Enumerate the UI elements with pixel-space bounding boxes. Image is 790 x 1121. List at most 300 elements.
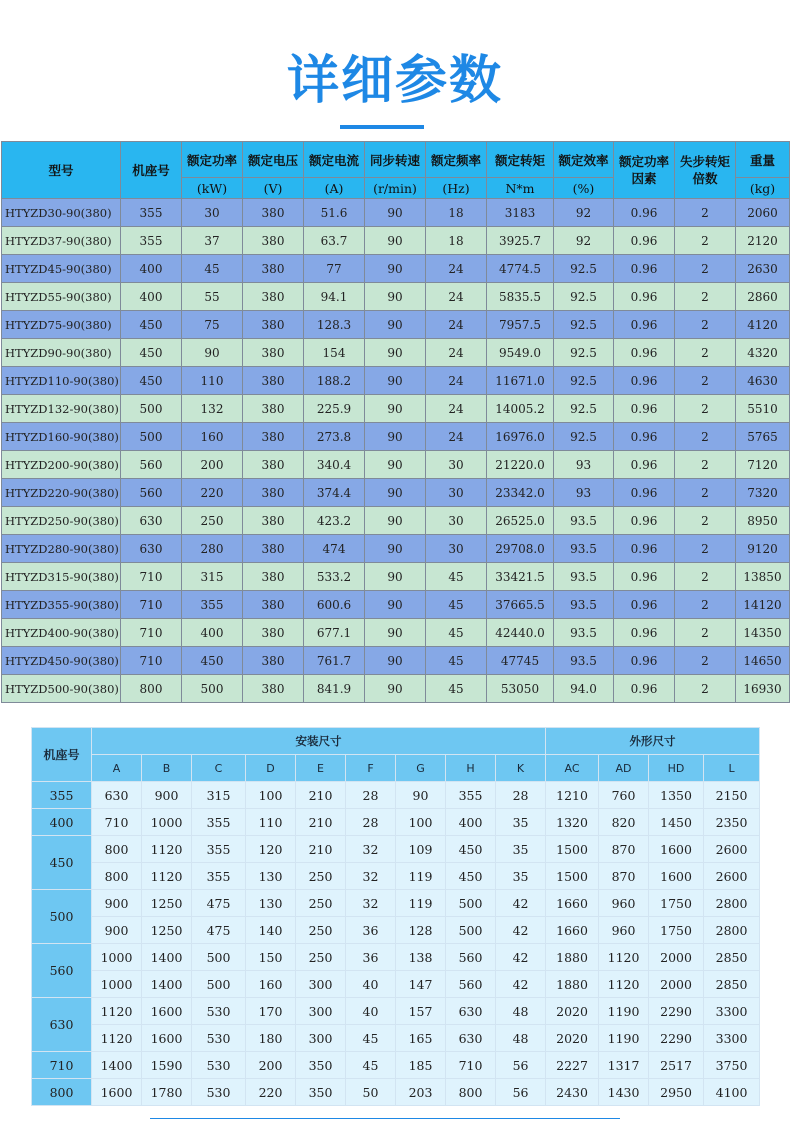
- table-cell: 4774.5: [487, 255, 554, 283]
- table-cell: 92.5: [554, 395, 614, 423]
- table-cell: 5765: [736, 423, 790, 451]
- table-cell: 1660: [546, 890, 599, 917]
- table-cell: 380: [243, 367, 304, 395]
- model-cell: HTYZD450-90(380): [2, 647, 121, 675]
- dim-col-header: HD: [649, 755, 704, 782]
- table-cell: 533.2: [304, 563, 365, 591]
- table-cell: 315: [182, 563, 243, 591]
- table-cell: 8950: [736, 507, 790, 535]
- table-cell: 90: [365, 423, 426, 451]
- table-cell: 500: [192, 971, 246, 998]
- table-cell: 0.96: [614, 423, 675, 451]
- table-cell: 677.1: [304, 619, 365, 647]
- bottom-divider: [150, 1118, 620, 1119]
- table-cell: 185: [396, 1052, 446, 1079]
- table-cell: 5510: [736, 395, 790, 423]
- table-cell: 7120: [736, 451, 790, 479]
- table-cell: 400: [446, 809, 496, 836]
- table-cell: 90: [365, 367, 426, 395]
- table-cell: 820: [599, 809, 649, 836]
- model-cell: HTYZD280-90(380): [2, 535, 121, 563]
- table-cell: 350: [296, 1052, 346, 1079]
- table-cell: 93.5: [554, 591, 614, 619]
- table-cell: 55: [182, 283, 243, 311]
- table-cell: 0.96: [614, 311, 675, 339]
- dim-col-header: K: [496, 755, 546, 782]
- table-cell: 94.0: [554, 675, 614, 703]
- model-cell: HTYZD355-90(380): [2, 591, 121, 619]
- table-cell: 2850: [704, 971, 760, 998]
- table-cell: 45: [426, 647, 487, 675]
- header-power: 额定功率: [182, 142, 243, 178]
- table-cell: 3183: [487, 199, 554, 227]
- table-cell: 630: [121, 535, 182, 563]
- table-cell: 92.5: [554, 367, 614, 395]
- table-cell: 2: [675, 451, 736, 479]
- dimension-table: [31, 727, 760, 1106]
- table-cell: 0.96: [614, 199, 675, 227]
- table-row: [32, 836, 760, 863]
- table-cell: 160: [182, 423, 243, 451]
- table-cell: 761.7: [304, 647, 365, 675]
- table-cell: 1120: [142, 836, 192, 863]
- table-cell: 2350: [704, 809, 760, 836]
- table-cell: 130: [246, 863, 296, 890]
- table-cell: 42440.0: [487, 619, 554, 647]
- table-cell: 50: [346, 1079, 396, 1106]
- seat-cell: 450: [32, 836, 92, 890]
- table-row: [2, 283, 790, 311]
- table-cell: 9549.0: [487, 339, 554, 367]
- table-cell: 16930: [736, 675, 790, 703]
- table-cell: 165: [396, 1025, 446, 1052]
- dim-col-header: AC: [546, 755, 599, 782]
- dim-header-outline: 外形尺寸: [546, 728, 760, 755]
- header-weight: 重量: [736, 142, 790, 178]
- table-cell: 2000: [649, 944, 704, 971]
- table-cell: 90: [365, 619, 426, 647]
- table-cell: 1500: [546, 863, 599, 890]
- table-cell: 1120: [599, 971, 649, 998]
- table-cell: 960: [599, 917, 649, 944]
- model-cell: HTYZD30-90(380): [2, 199, 121, 227]
- header-efficiency: 额定效率: [554, 142, 614, 178]
- table-cell: 374.4: [304, 479, 365, 507]
- table-cell: 90: [365, 563, 426, 591]
- table-cell: 2: [675, 563, 736, 591]
- table-cell: 63.7: [304, 227, 365, 255]
- table-cell: 560: [446, 971, 496, 998]
- table-cell: 0.96: [614, 227, 675, 255]
- table-cell: 120: [246, 836, 296, 863]
- table-cell: 2: [675, 339, 736, 367]
- table-cell: 30: [426, 507, 487, 535]
- table-cell: 1880: [546, 971, 599, 998]
- table-cell: 0.96: [614, 339, 675, 367]
- table-cell: 90: [365, 591, 426, 619]
- table-cell: 350: [296, 1079, 346, 1106]
- table-cell: 500: [121, 395, 182, 423]
- table-cell: 530: [192, 1052, 246, 1079]
- table-cell: 630: [121, 507, 182, 535]
- table-cell: 1780: [142, 1079, 192, 1106]
- table-cell: 423.2: [304, 507, 365, 535]
- table-row: [32, 944, 760, 971]
- unit-voltage: (V): [243, 178, 304, 199]
- table-cell: 24: [426, 283, 487, 311]
- table-cell: 47745: [487, 647, 554, 675]
- header-current: 额定电流: [304, 142, 365, 178]
- table-cell: 18: [426, 227, 487, 255]
- table-cell: 900: [92, 917, 142, 944]
- table-cell: 800: [92, 836, 142, 863]
- table-cell: 870: [599, 863, 649, 890]
- table-cell: 2: [675, 395, 736, 423]
- dim-header-seat: 机座号: [32, 728, 92, 782]
- table-cell: 35: [496, 836, 546, 863]
- table-cell: 1120: [92, 1025, 142, 1052]
- table-cell: 3300: [704, 998, 760, 1025]
- table-cell: 138: [396, 944, 446, 971]
- table-cell: 13850: [736, 563, 790, 591]
- table-cell: 1400: [92, 1052, 142, 1079]
- table-cell: 200: [182, 451, 243, 479]
- seat-cell: 560: [32, 944, 92, 998]
- table-cell: 380: [243, 619, 304, 647]
- table-row: [32, 998, 760, 1025]
- table-cell: 48: [496, 998, 546, 1025]
- table-cell: 28: [496, 782, 546, 809]
- table-cell: 92: [554, 199, 614, 227]
- table-cell: 1250: [142, 890, 192, 917]
- table-cell: 3925.7: [487, 227, 554, 255]
- table-cell: 355: [192, 809, 246, 836]
- table-cell: 630: [446, 998, 496, 1025]
- table-cell: 32: [346, 863, 396, 890]
- dim-col-header: AD: [599, 755, 649, 782]
- table-row: [2, 675, 790, 703]
- table-cell: 0.96: [614, 395, 675, 423]
- table-cell: 14005.2: [487, 395, 554, 423]
- table-cell: 53050: [487, 675, 554, 703]
- table-row: [32, 1052, 760, 1079]
- seat-cell: 400: [32, 809, 92, 836]
- table-cell: 93.5: [554, 535, 614, 563]
- table-cell: 250: [296, 944, 346, 971]
- table-cell: 450: [121, 367, 182, 395]
- model-cell: HTYZD400-90(380): [2, 619, 121, 647]
- table-cell: 33421.5: [487, 563, 554, 591]
- table-cell: 0.96: [614, 479, 675, 507]
- table-cell: 380: [243, 507, 304, 535]
- table-cell: 500: [182, 675, 243, 703]
- table-cell: 1590: [142, 1052, 192, 1079]
- table-cell: 90: [365, 451, 426, 479]
- table-cell: 30: [182, 199, 243, 227]
- table-cell: 0.96: [614, 535, 675, 563]
- table-row: [2, 311, 790, 339]
- table-cell: 380: [243, 647, 304, 675]
- table-row: [32, 782, 760, 809]
- table-cell: 128: [396, 917, 446, 944]
- table-cell: 56: [496, 1079, 546, 1106]
- header-pullout-torque: 失步转矩倍数: [675, 142, 736, 199]
- table-cell: 109: [396, 836, 446, 863]
- table-cell: 35: [496, 863, 546, 890]
- table-cell: 157: [396, 998, 446, 1025]
- table-row: [32, 971, 760, 998]
- table-cell: 2: [675, 619, 736, 647]
- table-cell: 92.5: [554, 255, 614, 283]
- spec-table-body: [2, 199, 790, 703]
- table-cell: 147: [396, 971, 446, 998]
- table-cell: 14650: [736, 647, 790, 675]
- table-cell: 24: [426, 255, 487, 283]
- model-cell: HTYZD37-90(380): [2, 227, 121, 255]
- table-cell: 90: [365, 339, 426, 367]
- table-cell: 340.4: [304, 451, 365, 479]
- table-cell: 90: [365, 507, 426, 535]
- table-cell: 2800: [704, 917, 760, 944]
- table-cell: 1750: [649, 917, 704, 944]
- table-cell: 150: [246, 944, 296, 971]
- table-cell: 710: [121, 563, 182, 591]
- table-cell: 2430: [546, 1079, 599, 1106]
- unit-torque: N*m: [487, 178, 554, 199]
- table-cell: 710: [446, 1052, 496, 1079]
- table-cell: 0.96: [614, 507, 675, 535]
- table-cell: 2: [675, 647, 736, 675]
- dim-col-header: B: [142, 755, 192, 782]
- table-cell: 24: [426, 311, 487, 339]
- table-cell: 355: [121, 199, 182, 227]
- table-cell: 800: [446, 1079, 496, 1106]
- table-cell: 300: [296, 1025, 346, 1052]
- table-cell: 1750: [649, 890, 704, 917]
- dim-col-header: D: [246, 755, 296, 782]
- table-cell: 355: [192, 836, 246, 863]
- table-cell: 45: [426, 563, 487, 591]
- table-cell: 1430: [599, 1079, 649, 1106]
- table-cell: 2: [675, 479, 736, 507]
- table-cell: 40: [346, 971, 396, 998]
- table-cell: 2850: [704, 944, 760, 971]
- table-cell: 1600: [142, 998, 192, 1025]
- unit-power: (kW): [182, 178, 243, 199]
- table-cell: 2: [675, 507, 736, 535]
- unit-speed: (r/min): [365, 178, 426, 199]
- table-cell: 93.5: [554, 507, 614, 535]
- table-cell: 2630: [736, 255, 790, 283]
- table-cell: 170: [246, 998, 296, 1025]
- table-cell: 530: [192, 1079, 246, 1106]
- table-cell: 1880: [546, 944, 599, 971]
- table-cell: 42: [496, 971, 546, 998]
- model-cell: HTYZD55-90(380): [2, 283, 121, 311]
- table-cell: 90: [365, 255, 426, 283]
- table-cell: 300: [296, 971, 346, 998]
- table-cell: 18: [426, 199, 487, 227]
- table-cell: 93.5: [554, 619, 614, 647]
- header-speed: 同步转速: [365, 142, 426, 178]
- table-cell: 36: [346, 917, 396, 944]
- table-cell: 355: [121, 227, 182, 255]
- table-cell: 0.96: [614, 647, 675, 675]
- table-cell: 92.5: [554, 311, 614, 339]
- table-row: [32, 809, 760, 836]
- dim-header-install: 安装尺寸: [92, 728, 546, 755]
- table-cell: 1600: [142, 1025, 192, 1052]
- table-cell: 45: [346, 1025, 396, 1052]
- unit-frequency: (Hz): [426, 178, 487, 199]
- table-cell: 16976.0: [487, 423, 554, 451]
- table-cell: 90: [365, 395, 426, 423]
- table-cell: 280: [182, 535, 243, 563]
- table-cell: 140: [246, 917, 296, 944]
- table-cell: 380: [243, 591, 304, 619]
- table-cell: 355: [192, 863, 246, 890]
- table-row: [2, 563, 790, 591]
- table-cell: 250: [296, 890, 346, 917]
- table-cell: 45: [426, 675, 487, 703]
- dim-col-header: A: [92, 755, 142, 782]
- table-cell: 23342.0: [487, 479, 554, 507]
- table-cell: 30: [426, 479, 487, 507]
- table-cell: 0.96: [614, 283, 675, 311]
- table-cell: 475: [192, 917, 246, 944]
- model-cell: HTYZD500-90(380): [2, 675, 121, 703]
- table-cell: 1210: [546, 782, 599, 809]
- dim-col-header: H: [446, 755, 496, 782]
- table-cell: 35: [496, 809, 546, 836]
- table-cell: 900: [142, 782, 192, 809]
- table-row: [2, 423, 790, 451]
- table-cell: 710: [121, 619, 182, 647]
- table-cell: 90: [365, 479, 426, 507]
- table-row: [2, 227, 790, 255]
- table-cell: 800: [121, 675, 182, 703]
- table-cell: 900: [92, 890, 142, 917]
- table-cell: 36: [346, 944, 396, 971]
- header-model: 型号: [2, 142, 121, 199]
- table-cell: 32: [346, 836, 396, 863]
- table-cell: 450: [121, 339, 182, 367]
- table-cell: 110: [182, 367, 243, 395]
- table-cell: 3300: [704, 1025, 760, 1052]
- table-cell: 474: [304, 535, 365, 563]
- table-cell: 1600: [649, 863, 704, 890]
- unit-weight: (kg): [736, 178, 790, 199]
- table-cell: 630: [446, 1025, 496, 1052]
- table-cell: 710: [121, 591, 182, 619]
- table-cell: 710: [121, 647, 182, 675]
- model-cell: HTYZD45-90(380): [2, 255, 121, 283]
- table-cell: 42: [496, 890, 546, 917]
- table-cell: 400: [121, 283, 182, 311]
- table-cell: 48: [496, 1025, 546, 1052]
- seat-cell: 630: [32, 998, 92, 1052]
- table-cell: 2950: [649, 1079, 704, 1106]
- table-cell: 530: [192, 1025, 246, 1052]
- table-cell: 1000: [142, 809, 192, 836]
- model-cell: HTYZD200-90(380): [2, 451, 121, 479]
- table-cell: 110: [246, 809, 296, 836]
- table-cell: 380: [243, 675, 304, 703]
- table-cell: 45: [426, 591, 487, 619]
- table-cell: 500: [121, 423, 182, 451]
- header-power-factor: 额定功率因素: [614, 142, 675, 199]
- table-cell: 560: [121, 479, 182, 507]
- table-cell: 560: [121, 451, 182, 479]
- model-cell: HTYZD250-90(380): [2, 507, 121, 535]
- table-cell: 960: [599, 890, 649, 917]
- table-cell: 42: [496, 944, 546, 971]
- table-cell: 92.5: [554, 423, 614, 451]
- table-cell: 90: [365, 227, 426, 255]
- table-cell: 380: [243, 479, 304, 507]
- table-cell: 560: [446, 944, 496, 971]
- table-cell: 37: [182, 227, 243, 255]
- table-cell: 30: [426, 535, 487, 563]
- table-cell: 1400: [142, 971, 192, 998]
- spec-table: [1, 141, 790, 703]
- table-cell: 355: [182, 591, 243, 619]
- table-row: [2, 619, 790, 647]
- table-cell: 26525.0: [487, 507, 554, 535]
- table-cell: 355: [446, 782, 496, 809]
- table-cell: 93: [554, 451, 614, 479]
- dim-col-header: G: [396, 755, 446, 782]
- title-underline: [340, 125, 424, 129]
- table-cell: 2290: [649, 998, 704, 1025]
- table-cell: 90: [365, 283, 426, 311]
- seat-cell: 355: [32, 782, 92, 809]
- model-cell: HTYZD160-90(380): [2, 423, 121, 451]
- table-cell: 9120: [736, 535, 790, 563]
- table-cell: 154: [304, 339, 365, 367]
- table-cell: 380: [243, 311, 304, 339]
- page-title: 详细参数: [286, 51, 503, 111]
- header-frequency: 额定频率: [426, 142, 487, 178]
- table-cell: 250: [296, 863, 346, 890]
- table-cell: 1000: [92, 971, 142, 998]
- table-cell: 90: [365, 675, 426, 703]
- table-cell: 45: [346, 1052, 396, 1079]
- table-cell: 1660: [546, 917, 599, 944]
- seat-cell: 800: [32, 1079, 92, 1106]
- table-cell: 160: [246, 971, 296, 998]
- table-row: [2, 535, 790, 563]
- table-cell: 2: [675, 255, 736, 283]
- table-cell: 24: [426, 367, 487, 395]
- table-cell: 188.2: [304, 367, 365, 395]
- table-cell: 1600: [649, 836, 704, 863]
- table-cell: 4120: [736, 311, 790, 339]
- table-cell: 132: [182, 395, 243, 423]
- table-cell: 90: [396, 782, 446, 809]
- model-cell: HTYZD75-90(380): [2, 311, 121, 339]
- model-cell: HTYZD315-90(380): [2, 563, 121, 591]
- table-cell: 24: [426, 423, 487, 451]
- table-cell: 0.96: [614, 563, 675, 591]
- table-cell: 2860: [736, 283, 790, 311]
- table-cell: 45: [182, 255, 243, 283]
- table-cell: 380: [243, 451, 304, 479]
- table-row: [2, 647, 790, 675]
- table-cell: 2517: [649, 1052, 704, 1079]
- table-cell: 94.1: [304, 283, 365, 311]
- table-cell: 2: [675, 227, 736, 255]
